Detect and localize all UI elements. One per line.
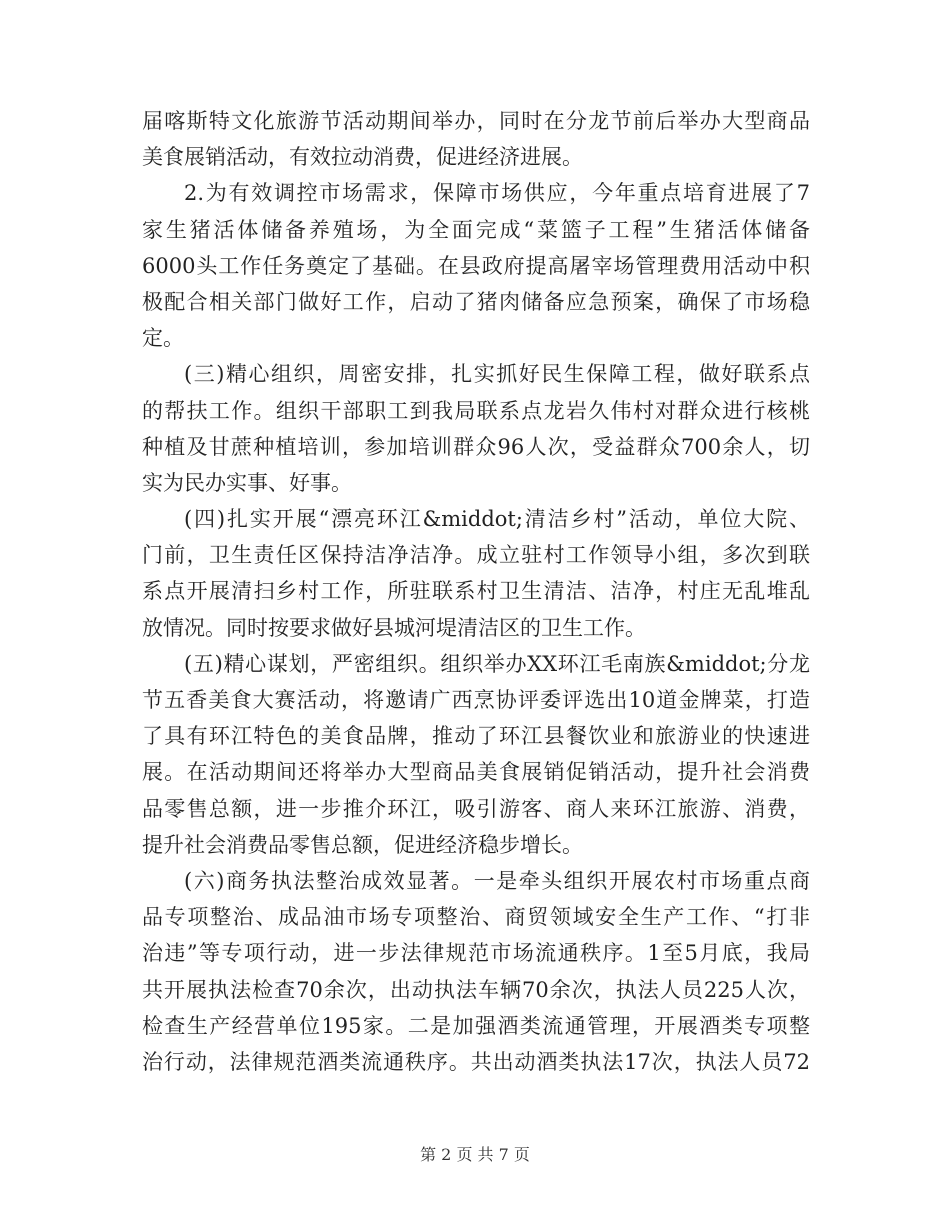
text-line: 6000头工作任务奠定了基础。在县政府提高屠宰场管理费用活动中积	[142, 253, 810, 278]
text-line: 美食展销活动，有效拉动消费，促进经济进展。	[142, 145, 583, 170]
text-line: 门前，卫生责任区保持洁净洁净。成立驻村工作领导小组，多次到联	[142, 543, 810, 568]
text-line: 了具有环江特色的美食品牌，推动了环江县餐饮业和旅游业的快速进	[142, 724, 810, 749]
text-line: 治行动，法律规范酒类流通秩序。共出动酒类执法17次，执法人员72	[142, 1049, 810, 1074]
text-line: 的帮扶工作。组织干部职工到我局联系点龙岩久伟村对群众进行核桃	[142, 398, 810, 423]
text-line: (五)精心谋划，严密组织。组织举办XX环江毛南族&middot;分龙	[184, 651, 810, 676]
text-line: (三)精心组织，周密安排，扎实抓好民生保障工程，做好联系点	[184, 362, 810, 387]
text-line: 品零售总额，进一步推介环江，吸引游客、商人来环江旅游、消费，	[142, 796, 810, 821]
text-line: 极配合相关部门做好工作，启动了猪肉储备应急预案，确保了市场稳	[142, 289, 810, 314]
text-line: 种植及甘蔗种植培训，参加培训群众96人次，受益群众700余人，切	[142, 434, 810, 459]
text-line: 实为民办实事、好事。	[142, 470, 352, 495]
text-line: 放情况。同时按要求做好县城河堤清洁区的卫生工作。	[142, 615, 646, 640]
text-line: 提升社会消费品零售总额，促进经济稳步增长。	[142, 832, 583, 857]
text-line: (六)商务执法整治成效显著。一是牵头组织开展农村市场重点商	[184, 868, 810, 893]
text-line: 治违”等专项行动，进一步法律规范市场流通秩序。1至5月底，我局	[142, 941, 810, 966]
text-line: 定。	[142, 326, 184, 351]
text-line: (四)扎实开展“漂亮环江&middot;清洁乡村”活动，单位大院、	[184, 507, 810, 532]
text-line: 展。在活动期间还将举办大型商品美食展销促销活动，提升社会消费	[142, 760, 810, 785]
body-text	[142, 103, 810, 1080]
text-line: 检查生产经营单位195家。二是加强酒类流通管理，开展酒类专项整	[142, 1013, 810, 1038]
text-line: 家生猪活体储备养殖场，为全面完成“菜篮子工程”生猪活体储备	[142, 217, 810, 242]
text-line: 共开展执法检查70余次，出动执法车辆70余次，执法人员225人次，	[142, 977, 810, 1002]
text-line: 届喀斯特文化旅游节活动期间举办，同时在分龙节前后举办大型商品	[142, 109, 810, 133]
text-line: 2.为有效调控市场需求，保障市场供应，今年重点培育进展了7	[184, 181, 810, 206]
text-line: 系点开展清扫乡村工作，所驻联系村卫生清洁、洁净，村庄无乱堆乱	[142, 579, 810, 604]
page-number-footer: 第 2 页 共 7 页	[420, 1145, 530, 1164]
text-line: 品专项整治、成品油市场专项整治、商贸领域安全生产工作、“打非	[142, 905, 810, 930]
text-line: 节五香美食大赛活动，将邀请广西烹协评委评选出10道金牌菜，打造	[142, 688, 810, 712]
